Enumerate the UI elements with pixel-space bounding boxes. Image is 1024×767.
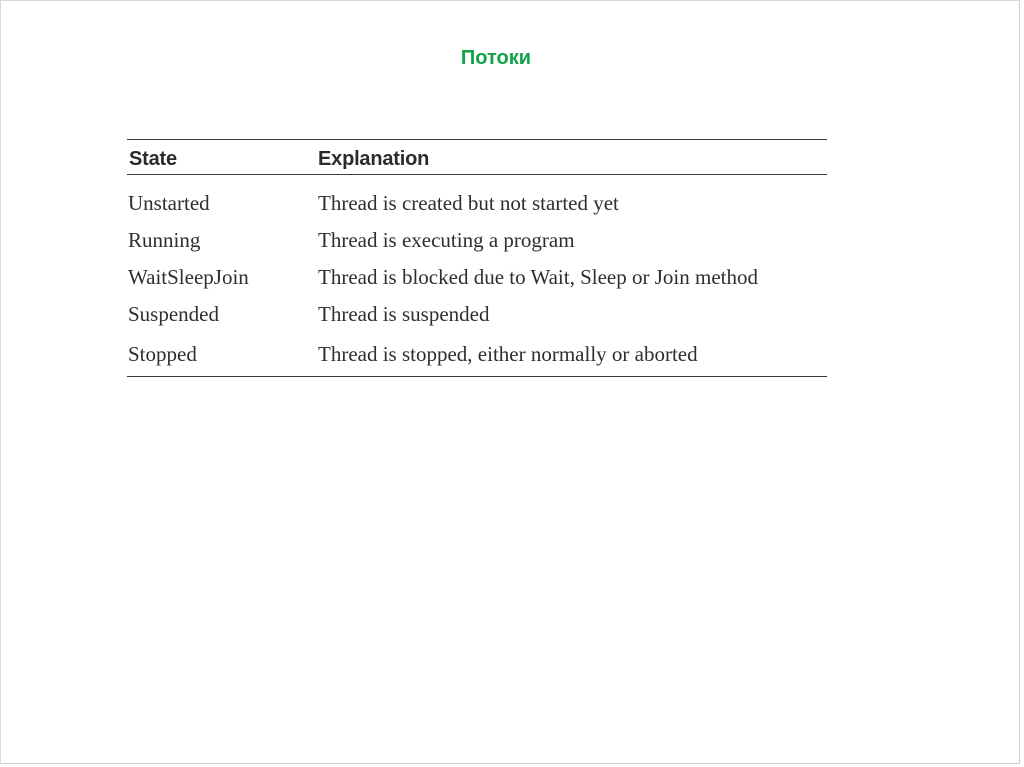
- state-cell: Unstarted: [128, 191, 210, 215]
- table-row: [127, 302, 827, 332]
- table-row: [127, 191, 827, 221]
- explanation-cell: Thread is executing a program: [318, 228, 575, 252]
- table-header-row: [127, 140, 827, 174]
- state-cell: Suspended: [128, 302, 219, 326]
- state-cell: Stopped: [128, 342, 197, 366]
- slide-title: Потоки: [460, 47, 532, 69]
- table-row: [127, 228, 827, 258]
- explanation-cell: Thread is suspended: [318, 302, 490, 326]
- state-cell: WaitSleepJoin: [128, 265, 249, 289]
- table-row: [127, 342, 827, 372]
- header-explanation: Explanation: [318, 148, 430, 170]
- header-state: State: [129, 148, 177, 170]
- state-cell: Running: [128, 228, 201, 252]
- explanation-cell: Thread is blocked due to Wait, Sleep or Join method: [318, 265, 758, 289]
- thread-states-table: [127, 139, 827, 377]
- explanation-cell: Thread is created but not started yet: [318, 191, 619, 215]
- table-row: [127, 265, 827, 295]
- table-bottom-rule: [127, 376, 827, 377]
- table-body: [127, 175, 827, 376]
- explanation-cell: Thread is stopped, either normally or aborted: [318, 342, 698, 366]
